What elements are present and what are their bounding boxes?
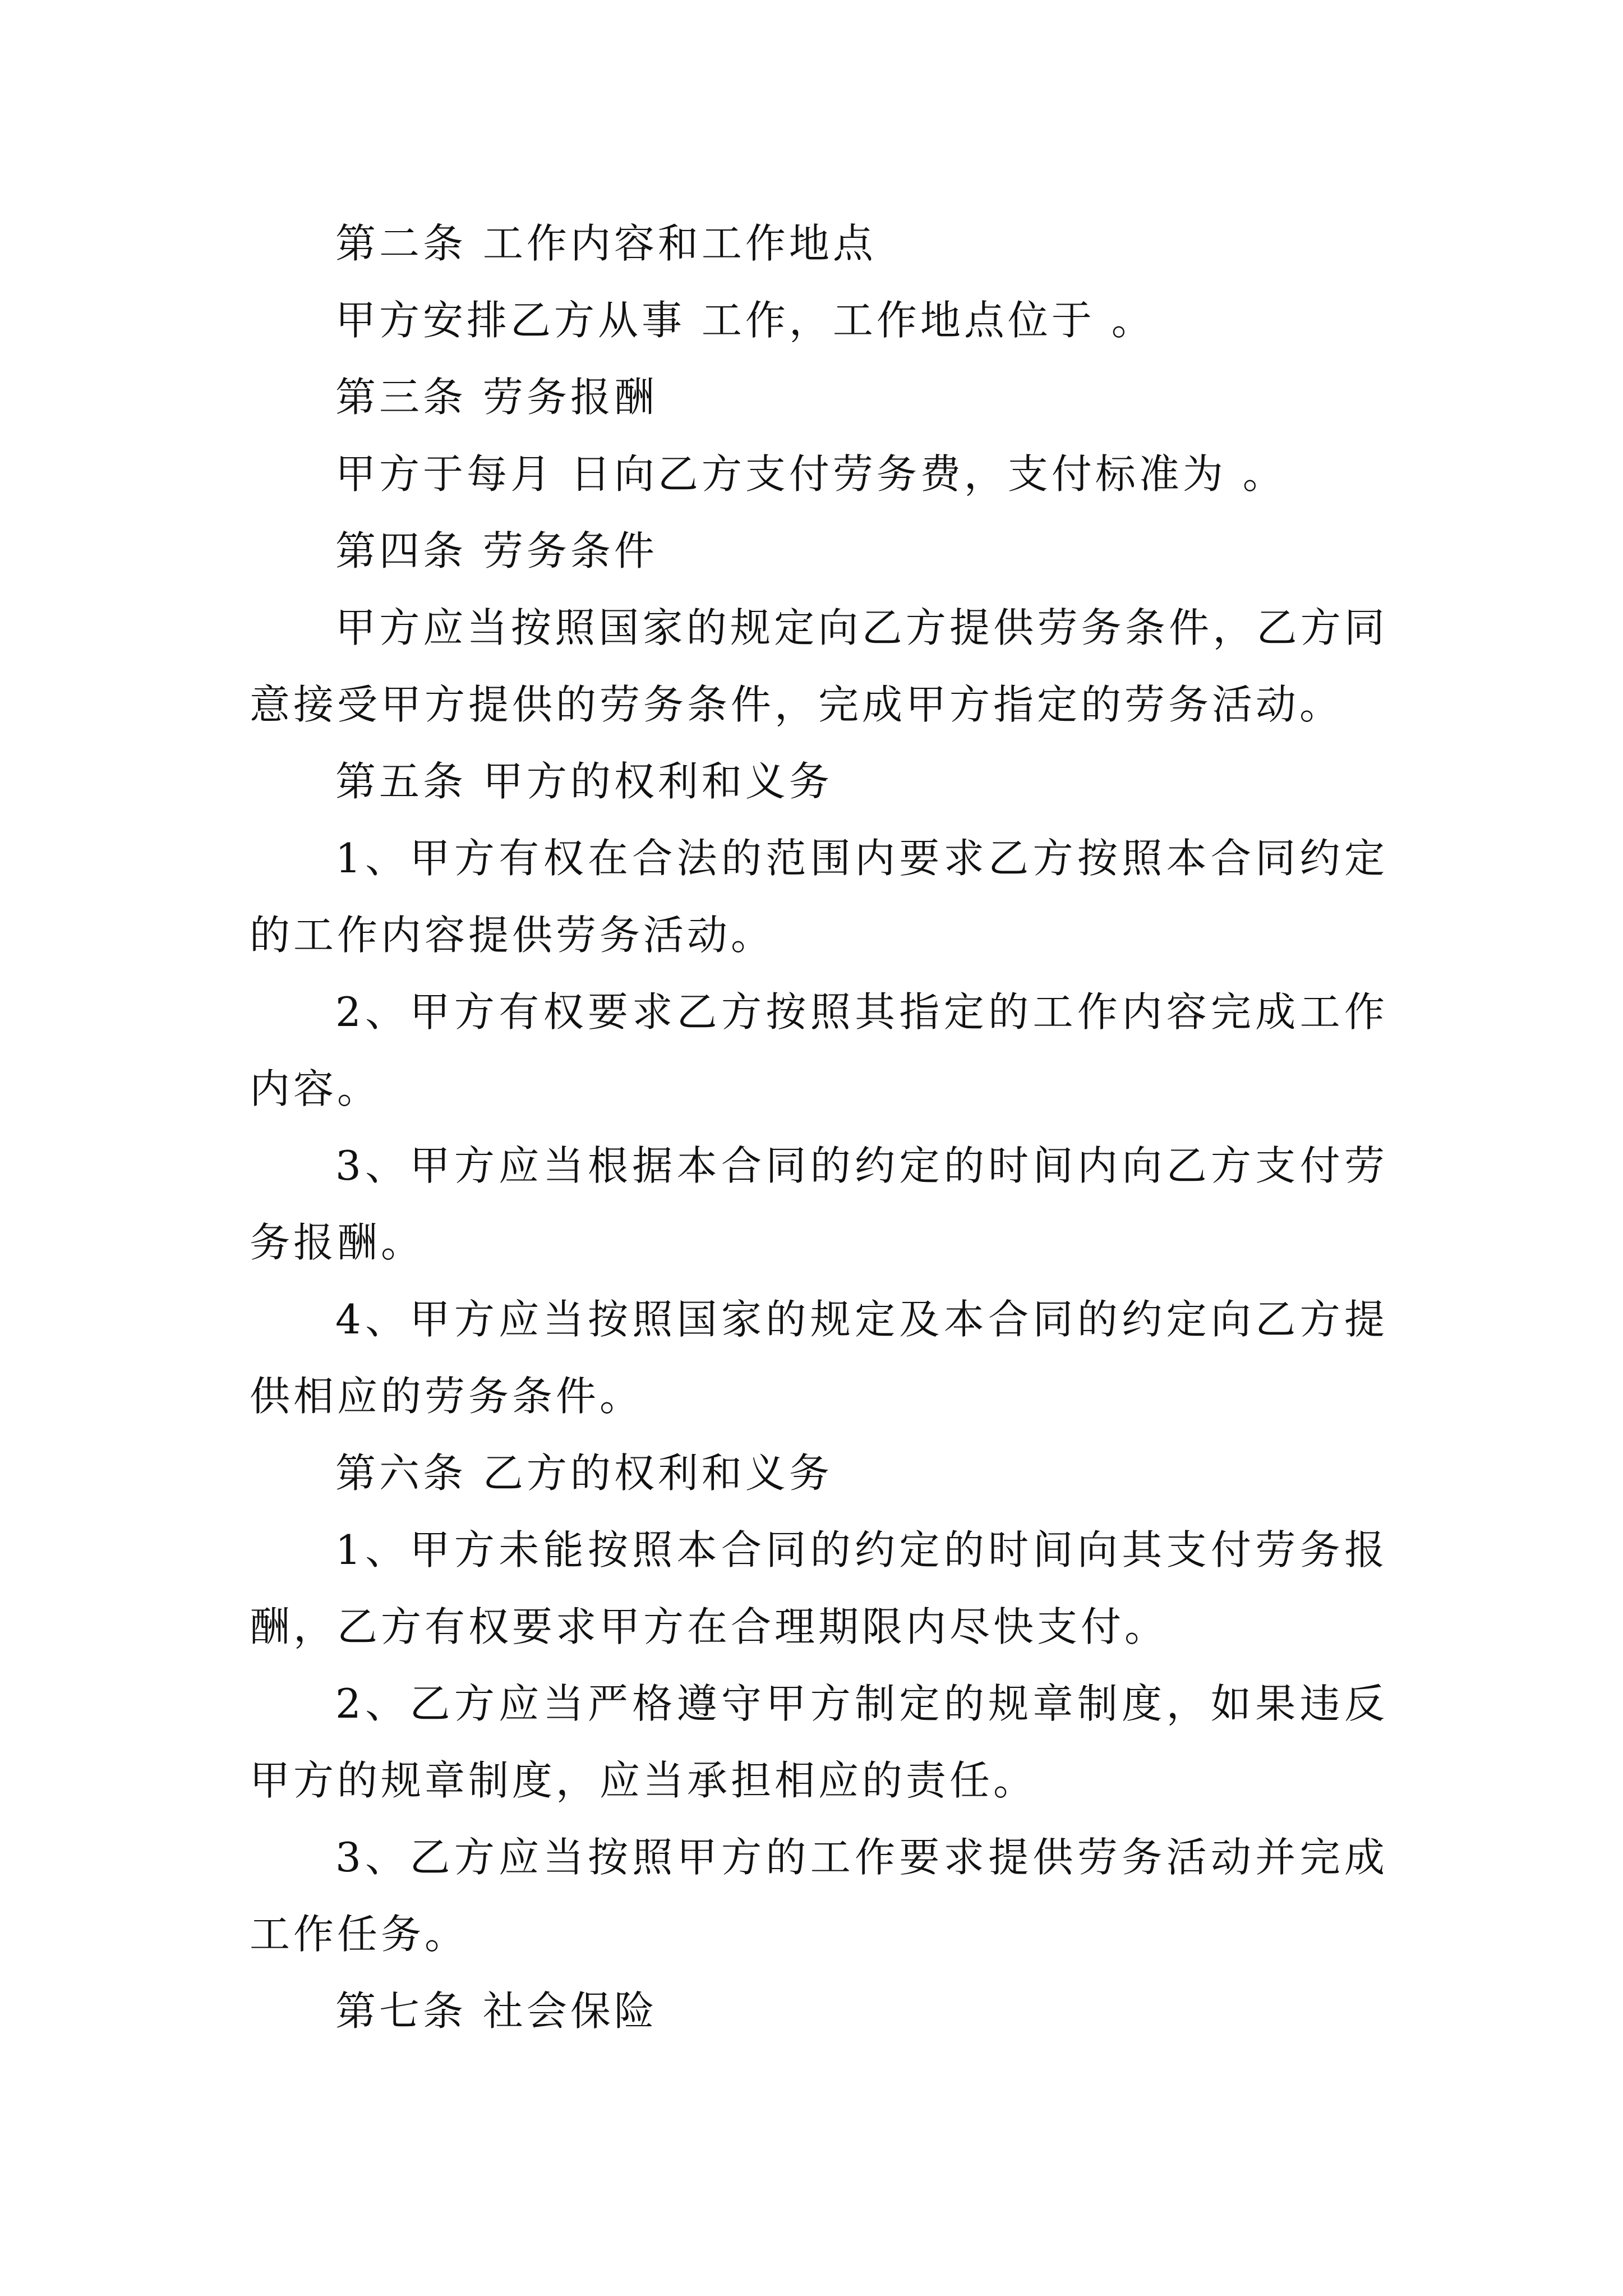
article-7-heading: 第七条 社会保险: [335, 1987, 658, 2035]
article-4-text: 甲方应当按照国家的规定向乙方提供劳务条件，乙方同意接受甲方提供的劳务条件，完成甲方指定的劳务活动。: [250, 604, 1388, 728]
article-2-text: 甲方安排乙方从事 工作，工作地点位于 。: [335, 297, 1155, 344]
article-5-item-1: 1、甲方有权在合法的范围内要求乙方按照本合同约定的工作内容提供劳务活动。: [250, 835, 1388, 959]
article-3-text: 甲方于每月 日向乙方支付劳务费，支付标准为 。: [335, 450, 1287, 498]
document-body: [250, 205, 1388, 2050]
article-5-item-2: 2、甲方有权要求乙方按照其指定的工作内容完成工作内容。: [250, 988, 1388, 1112]
article-5-item-4: 4、甲方应当按照国家的规定及本合同的约定向乙方提供相应的劳务条件。: [250, 1296, 1388, 1420]
article-5-item-3: 3、甲方应当根据本合同的约定的时间内向乙方支付劳务报酬。: [250, 1142, 1388, 1266]
article-2-heading: 第二条 工作内容和工作地点: [335, 220, 877, 267]
article-6-heading: 第六条 乙方的权利和义务: [335, 1450, 833, 1497]
article-6-item-1: 1、甲方未能按照本合同的约定的时间向其支付劳务报酬，乙方有权要求甲方在合理期限内尽快支付。: [250, 1526, 1388, 1650]
article-6-item-2: 2、乙方应当严格遵守甲方制定的规章制度，如果违反甲方的规章制度，应当承担相应的责任。: [250, 1680, 1388, 1804]
article-6-item-3: 3、乙方应当按照甲方的工作要求提供劳务活动并完成工作任务。: [250, 1834, 1388, 1958]
article-3-heading: 第三条 劳务报酬: [335, 374, 658, 421]
article-5-heading: 第五条 甲方的权利和义务: [335, 758, 833, 805]
article-4-heading: 第四条 劳务条件: [335, 527, 658, 574]
